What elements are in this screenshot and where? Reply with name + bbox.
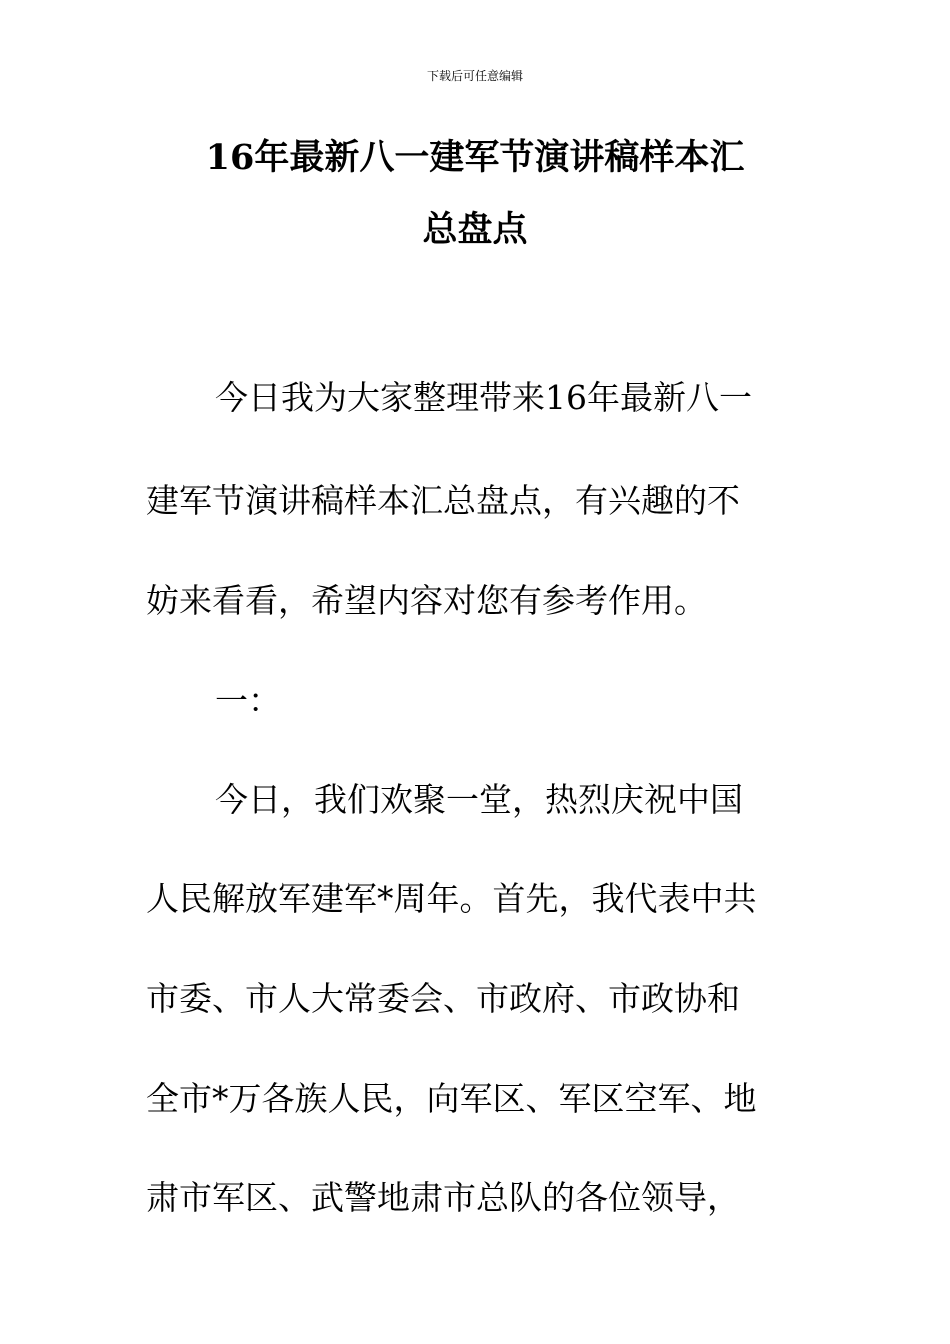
header-note: 下载后可任意编辑 [426,69,523,83]
paragraph-line: 建军节演讲稿样本汇总盘点，有兴趣的不 [146,481,740,520]
title-line-2: 总盘点 [422,209,528,250]
paragraph-line: 今日我为大家整理带来16年最新八一 [215,378,752,417]
paragraph-line: 全市*万各族人民，向军区、军区空军、地 [146,1079,757,1118]
section-heading: 一： [215,681,281,720]
title-line-1: 16年最新八一建军节演讲稿样本汇 [205,137,745,178]
paragraph-line: 市委、市人大常委会、市政府、市政协和 [146,979,740,1018]
paragraph-line: 肃市军区、武警地肃市总队的各位领导， [146,1178,740,1217]
paragraph-line: 人民解放军建军*周年。首先，我代表中共 [146,879,757,918]
document-title [150,122,800,266]
paragraph-line: 今日，我们欢聚一堂，热烈庆祝中国 [215,780,743,819]
paragraph-line: 妨来看看，希望内容对您有参考作用。 [146,581,707,620]
